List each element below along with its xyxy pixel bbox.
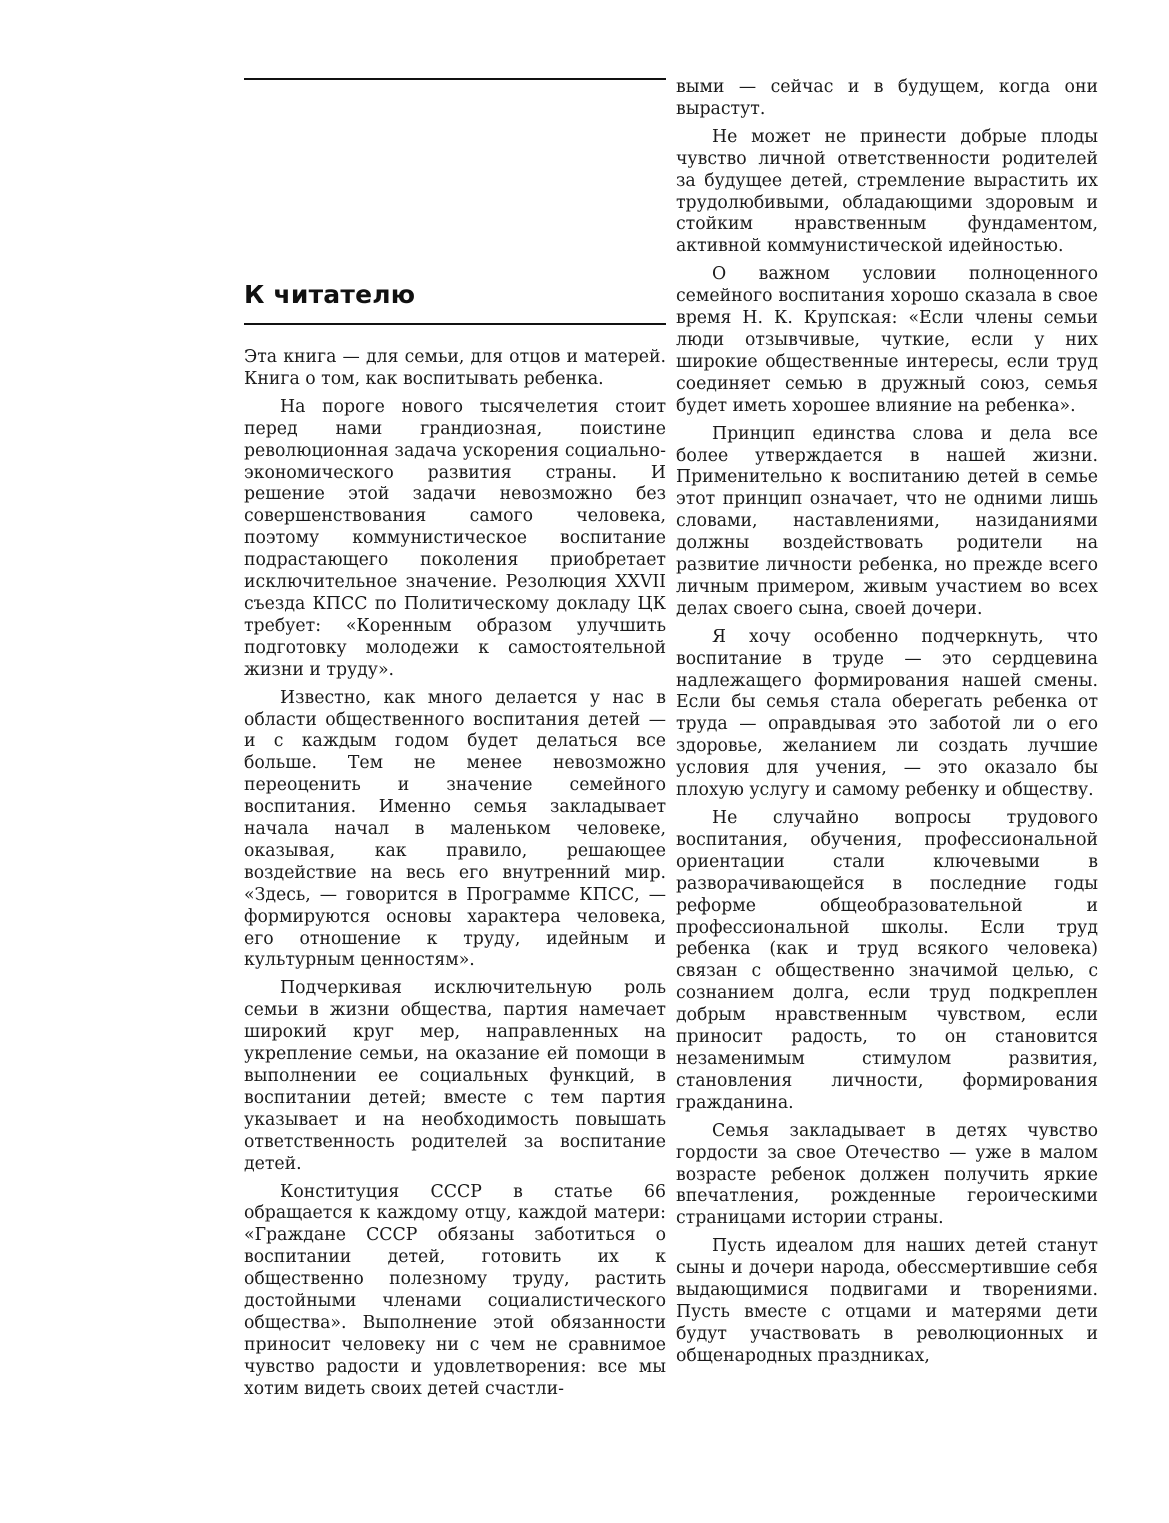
- title-rule: [244, 323, 666, 325]
- paragraph: Пусть идеалом для наших детей станут сыны и дочери народа, обессмертившие себя выдающимися подвигами и творениями. Пусть вместе с отцами и матерями дети будут участвовать в революционных и общенародных праздниках,: [676, 1236, 1098, 1366]
- paragraph: Известно, как много делается у нас в области общественного воспитания детей — и с каждым годом будет делаться все больше. Тем не менее невозможно переоценить и значение семейного воспитания. Именно семья закладывает начала начал в маленьком человеке, оказывая, как правило, решающее воздействие на весь его внутренний мир. «Здесь, — говорится в Программе КПСС, — формируются основы характера человека, его отношение к труду, идейным и культурным ценностям».: [244, 687, 666, 971]
- paragraph: Не случайно вопросы трудового воспитания, обучения, профессиональной ориентации стали ключевыми в разворачивающейся в последние годы реформе общеобразовательной и профессиональной школы. Если труд ребенка (как и труд всякого человека) связан с общественно значимой целью, с сознанием долга, если труд подкреплен добрым нравственным чувством, если приносит радость, то он становится незаменимым стимулом развития, становления личности, формирования гражданина.: [676, 808, 1098, 1113]
- paragraph: Я хочу особенно подчеркнуть, что воспитание в труде — это сердцевина надлежащего формирования нашей смены. Если бы семья стала оберегать ребенка от труда — оправдывая это заботой ли о его здоровье, желанием ли создать лучшие условия для учения, — это оказало бы плохую услугу и самому ребенку и обществу.: [676, 626, 1098, 801]
- paragraph: выми — сейчас и в будущем, когда они вырастут.: [676, 77, 1098, 119]
- paragraph: Конституция СССР в статье 66 обращается к каждому отцу, каждой матери: «Граждане СССР обязаны заботиться о воспитании детей, готовить их к общественно полезному труду, растить достойными членами социалистического общества». Выполнение этой обязанности приносит человеку ни с чем не сравнимое чувство радости и удовлетворения: все мы хотим видеть своих детей счастли-: [244, 1181, 666, 1399]
- page-title: К читателю: [244, 280, 416, 309]
- paragraph: Эта книга — для семьи, для отцов и матерей. Книга о том, как воспитывать ребенка.: [244, 347, 666, 389]
- paragraph: Подчеркивая исключительную роль семьи в жизни общества, партия намечает широкий круг мер, направленных на укрепление семьи, на оказание ей помощи в выполнении ее социальных функций, в воспитании детей; вместе с тем партия указывает и на необходимость повышать ответственность родителей за воспитание детей.: [244, 978, 666, 1174]
- top-rule: [244, 78, 666, 80]
- paragraph: Семья закладывает в детях чувство гордости за свое Отечество — уже в малом возрасте ребенок должен получить яркие впечатления, рожденные героическими страницами истории страны.: [676, 1120, 1098, 1229]
- paragraph: О важном условии полноценного семейного воспитания хорошо сказала в свое время Н. К. Крупская: «Если члены семьи люди отзывчивые, чуткие, если у них широкие общественные интересы, если труд соединяет семью в дружный союз, семья будет иметь хорошее влияние на ребенка».: [676, 264, 1098, 416]
- right-column: [676, 77, 1098, 1374]
- paragraph: Принцип единства слова и дела все более утверждается в нашей жизни. Применительно к воспитанию детей в семье этот принцип означает, что не одними лишь словами, наставлениями, назиданиями должны воздействовать родители на развитие личности ребенка, но прежде всего личным примером, живым участием во всех делах своего сына, своей дочери.: [676, 423, 1098, 619]
- paragraph: На пороге нового тысячелетия стоит перед нами грандиозная, поистине революционная задача ускорения социально-экономического развития страны. И решение этой задачи невозможно без совершенствования самого человека, поэтому коммунистическое воспитание подрастающего поколения приобретает исключительное значение. Резолюция XXVII съезда КПСС по Политическому докладу ЦК требует: «Коренным образом улучшить подготовку молодежи к самостоятельной жизни и труду».: [244, 396, 666, 680]
- left-column: [244, 347, 666, 1407]
- paragraph: Не может не принести добрые плоды чувство личной ответственности родителей за будущее детей, стремление вырастить их трудолюбивыми, обладающими здоровым и стойким нравственным фундаментом, активной коммунистической идейностью.: [676, 126, 1098, 257]
